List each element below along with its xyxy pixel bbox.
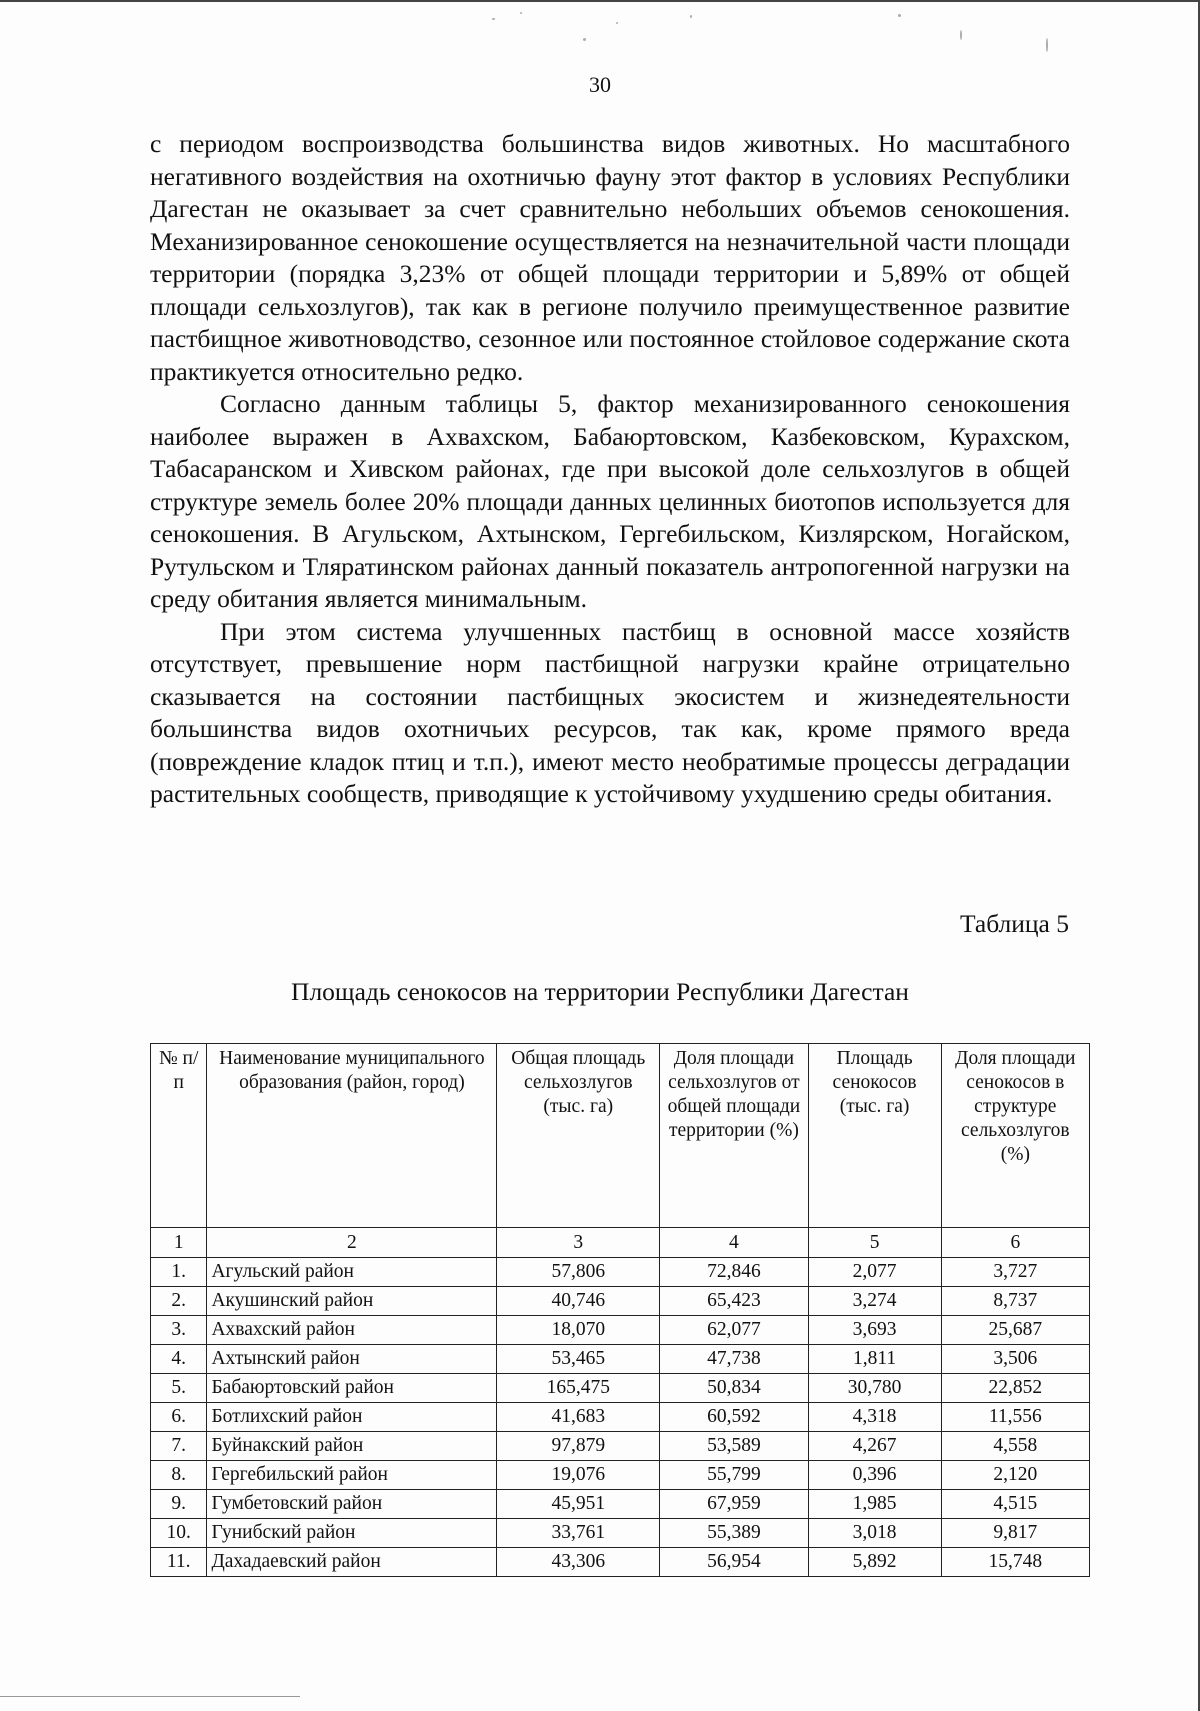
table-row [151, 1316, 1090, 1345]
scan-speck [960, 30, 962, 40]
total-meadow-area: 165,475 [497, 1374, 660, 1403]
table-row [151, 1461, 1090, 1490]
column-number: 3 [497, 1228, 660, 1258]
page-number: 30 [589, 72, 611, 97]
scan-speck [690, 15, 692, 18]
row-index: 4. [151, 1345, 207, 1374]
hayfield-area: 1,985 [808, 1490, 941, 1519]
hayfield-share: 3,727 [941, 1258, 1089, 1287]
municipality-name: Гумбетовский район [207, 1490, 497, 1519]
hayfield-share: 4,515 [941, 1490, 1089, 1519]
table-row [151, 1490, 1090, 1519]
hayfield-area: 30,780 [808, 1374, 941, 1403]
column-number: 2 [207, 1228, 497, 1258]
hayfield-area: 1,811 [808, 1345, 941, 1374]
column-number: 5 [808, 1228, 941, 1258]
total-meadow-area: 18,070 [497, 1316, 660, 1345]
meadow-share: 56,954 [660, 1548, 808, 1577]
meadow-share: 50,834 [660, 1374, 808, 1403]
municipality-name: Ахтынский район [207, 1345, 497, 1374]
table-row [151, 1287, 1090, 1316]
table-row [151, 1519, 1090, 1548]
paragraph: Согласно данным таблицы 5, фактор механизированного сенокошения наиболее выражен в Ахвахском, Бабаюртовском, Казбековском, Курахском, Табасаранском и Хивском районах, где при высокой доле сельхозлугов в общей структуре земель более 20% площади данных целинных биотопов используется для сенокошения. В Агульском, Ахтынском, Гергебильском, Кизлярском, Ногайском, Рутульском и Тляратинском районах данный показатель антропогенной нагрузки на среду обитания является минимальным. [150, 389, 1070, 613]
row-index: 3. [151, 1316, 207, 1345]
hayfield-share: 2,120 [941, 1461, 1089, 1490]
total-meadow-area: 41,683 [497, 1403, 660, 1432]
total-meadow-area: 19,076 [497, 1461, 660, 1490]
hayfield-share: 4,558 [941, 1432, 1089, 1461]
scan-speck [492, 18, 495, 20]
total-meadow-area: 33,761 [497, 1519, 660, 1548]
table-row [151, 1548, 1090, 1577]
hayfield-area: 4,318 [808, 1403, 941, 1432]
hayfield-share: 25,687 [941, 1316, 1089, 1345]
header-municipality: Наименование муниципального образования (район, город) [207, 1044, 497, 1228]
municipality-name: Агульский район [207, 1258, 497, 1287]
meadow-share: 55,799 [660, 1461, 808, 1490]
meadow-share: 67,959 [660, 1490, 808, 1519]
meadow-share: 60,592 [660, 1403, 808, 1432]
row-index: 2. [151, 1287, 207, 1316]
hayfield-area: 5,892 [808, 1548, 941, 1577]
scan-edge-line [0, 0, 1200, 2]
meadow-share: 65,423 [660, 1287, 808, 1316]
municipality-name: Ахвахский район [207, 1316, 497, 1345]
hayfield-area: 3,018 [808, 1519, 941, 1548]
scan-speck [616, 22, 618, 24]
total-meadow-area: 45,951 [497, 1490, 660, 1519]
table-row [151, 1374, 1090, 1403]
scan-speck [1046, 38, 1048, 52]
hayfield-share: 22,852 [941, 1374, 1089, 1403]
scan-speck [898, 14, 901, 17]
table-title: Площадь сенокосов на территории Республики Дагестан [291, 977, 909, 1006]
row-index: 6. [151, 1403, 207, 1432]
hayfield-area: 0,396 [808, 1461, 941, 1490]
row-index: 7. [151, 1432, 207, 1461]
total-meadow-area: 53,465 [497, 1345, 660, 1374]
hayfield-area: 3,274 [808, 1287, 941, 1316]
hayfield-share: 8,737 [941, 1287, 1089, 1316]
row-index: 8. [151, 1461, 207, 1490]
hayfield-share: 15,748 [941, 1548, 1089, 1577]
header-index: № п/п [151, 1044, 207, 1228]
municipality-name: Акушинский район [207, 1287, 497, 1316]
row-index: 11. [151, 1548, 207, 1577]
header-hayfield-area: Площадь сенокосов (тыс. га) [808, 1044, 941, 1228]
column-number-row [151, 1228, 1090, 1258]
row-index: 5. [151, 1374, 207, 1403]
hayfield-area: 3,693 [808, 1316, 941, 1345]
table-row [151, 1403, 1090, 1432]
hayfield-area-table [150, 1043, 1090, 1577]
row-index: 9. [151, 1490, 207, 1519]
hayfield-share: 11,556 [941, 1403, 1089, 1432]
header-total-meadow-area: Общая площадь сельхозлугов (тыс. га) [497, 1044, 660, 1228]
paragraph: с периодом воспроизводства большинства видов животных. Но масштабного негативного воздействия на охотничью фауну этот фактор в условиях Республики Дагестан не оказывает за счет сравнительно небольших объемов сенокошения. Механизированное сенокошение осуществляется на незначительной части площади территории (порядка 3,23% от общей площади территории и 5,89% от общей площади сельхозлугов), так как в регионе получило преимущественное развитие пастбищное животноводство, сезонное или постоянное стойловое содержание скота практикуется относительно редко. [150, 129, 1070, 386]
total-meadow-area: 57,806 [497, 1258, 660, 1287]
total-meadow-area: 43,306 [497, 1548, 660, 1577]
column-number: 4 [660, 1228, 808, 1258]
municipality-name: Бабаюртовский район [207, 1374, 497, 1403]
meadow-share: 53,589 [660, 1432, 808, 1461]
scan-speck [520, 12, 522, 14]
municipality-name: Ботлихский район [207, 1403, 497, 1432]
meadow-share: 72,846 [660, 1258, 808, 1287]
header-hayfield-share: Доля площади сенокосов в структуре сельхозлугов (%) [941, 1044, 1089, 1228]
hayfield-share: 3,506 [941, 1345, 1089, 1374]
table-row [151, 1432, 1090, 1461]
hayfield-area: 2,077 [808, 1258, 941, 1287]
paragraph: При этом система улучшенных пастбищ в основной массе хозяйств отсутствует, превышение норм пастбищной нагрузки крайне отрицательно сказывается на состоянии пастбищных экосистем и жизнедеятельности большинства видов охотничьих ресурсов, так как, кроме прямого вреда (повреждение кладок птиц и т.п.), имеют место необратимые процессы деградации растительных сообществ, приводящие к устойчивому ухудшению среды обитания. [150, 616, 1070, 808]
table-row [151, 1258, 1090, 1287]
table-label: Таблица 5 [959, 909, 1069, 938]
column-number: 6 [941, 1228, 1089, 1258]
total-meadow-area: 40,746 [497, 1287, 660, 1316]
meadow-share: 62,077 [660, 1316, 808, 1345]
municipality-name: Гунибский район [207, 1519, 497, 1548]
header-meadow-share: Доля площади сельхозлугов от общей площади территории (%) [660, 1044, 808, 1228]
hayfield-share: 9,817 [941, 1519, 1089, 1548]
meadow-share: 55,389 [660, 1519, 808, 1548]
municipality-name: Дахадаевский район [207, 1548, 497, 1577]
scan-edge-line [0, 1696, 300, 1697]
municipality-name: Гергебильский район [207, 1461, 497, 1490]
total-meadow-area: 97,879 [497, 1432, 660, 1461]
body-text [150, 128, 1070, 811]
row-index: 1. [151, 1258, 207, 1287]
table-header-row [151, 1044, 1090, 1228]
row-index: 10. [151, 1519, 207, 1548]
table-row [151, 1345, 1090, 1374]
hayfield-area: 4,267 [808, 1432, 941, 1461]
scan-speck [583, 38, 586, 41]
municipality-name: Буйнакский район [207, 1432, 497, 1461]
column-number: 1 [151, 1228, 207, 1258]
meadow-share: 47,738 [660, 1345, 808, 1374]
